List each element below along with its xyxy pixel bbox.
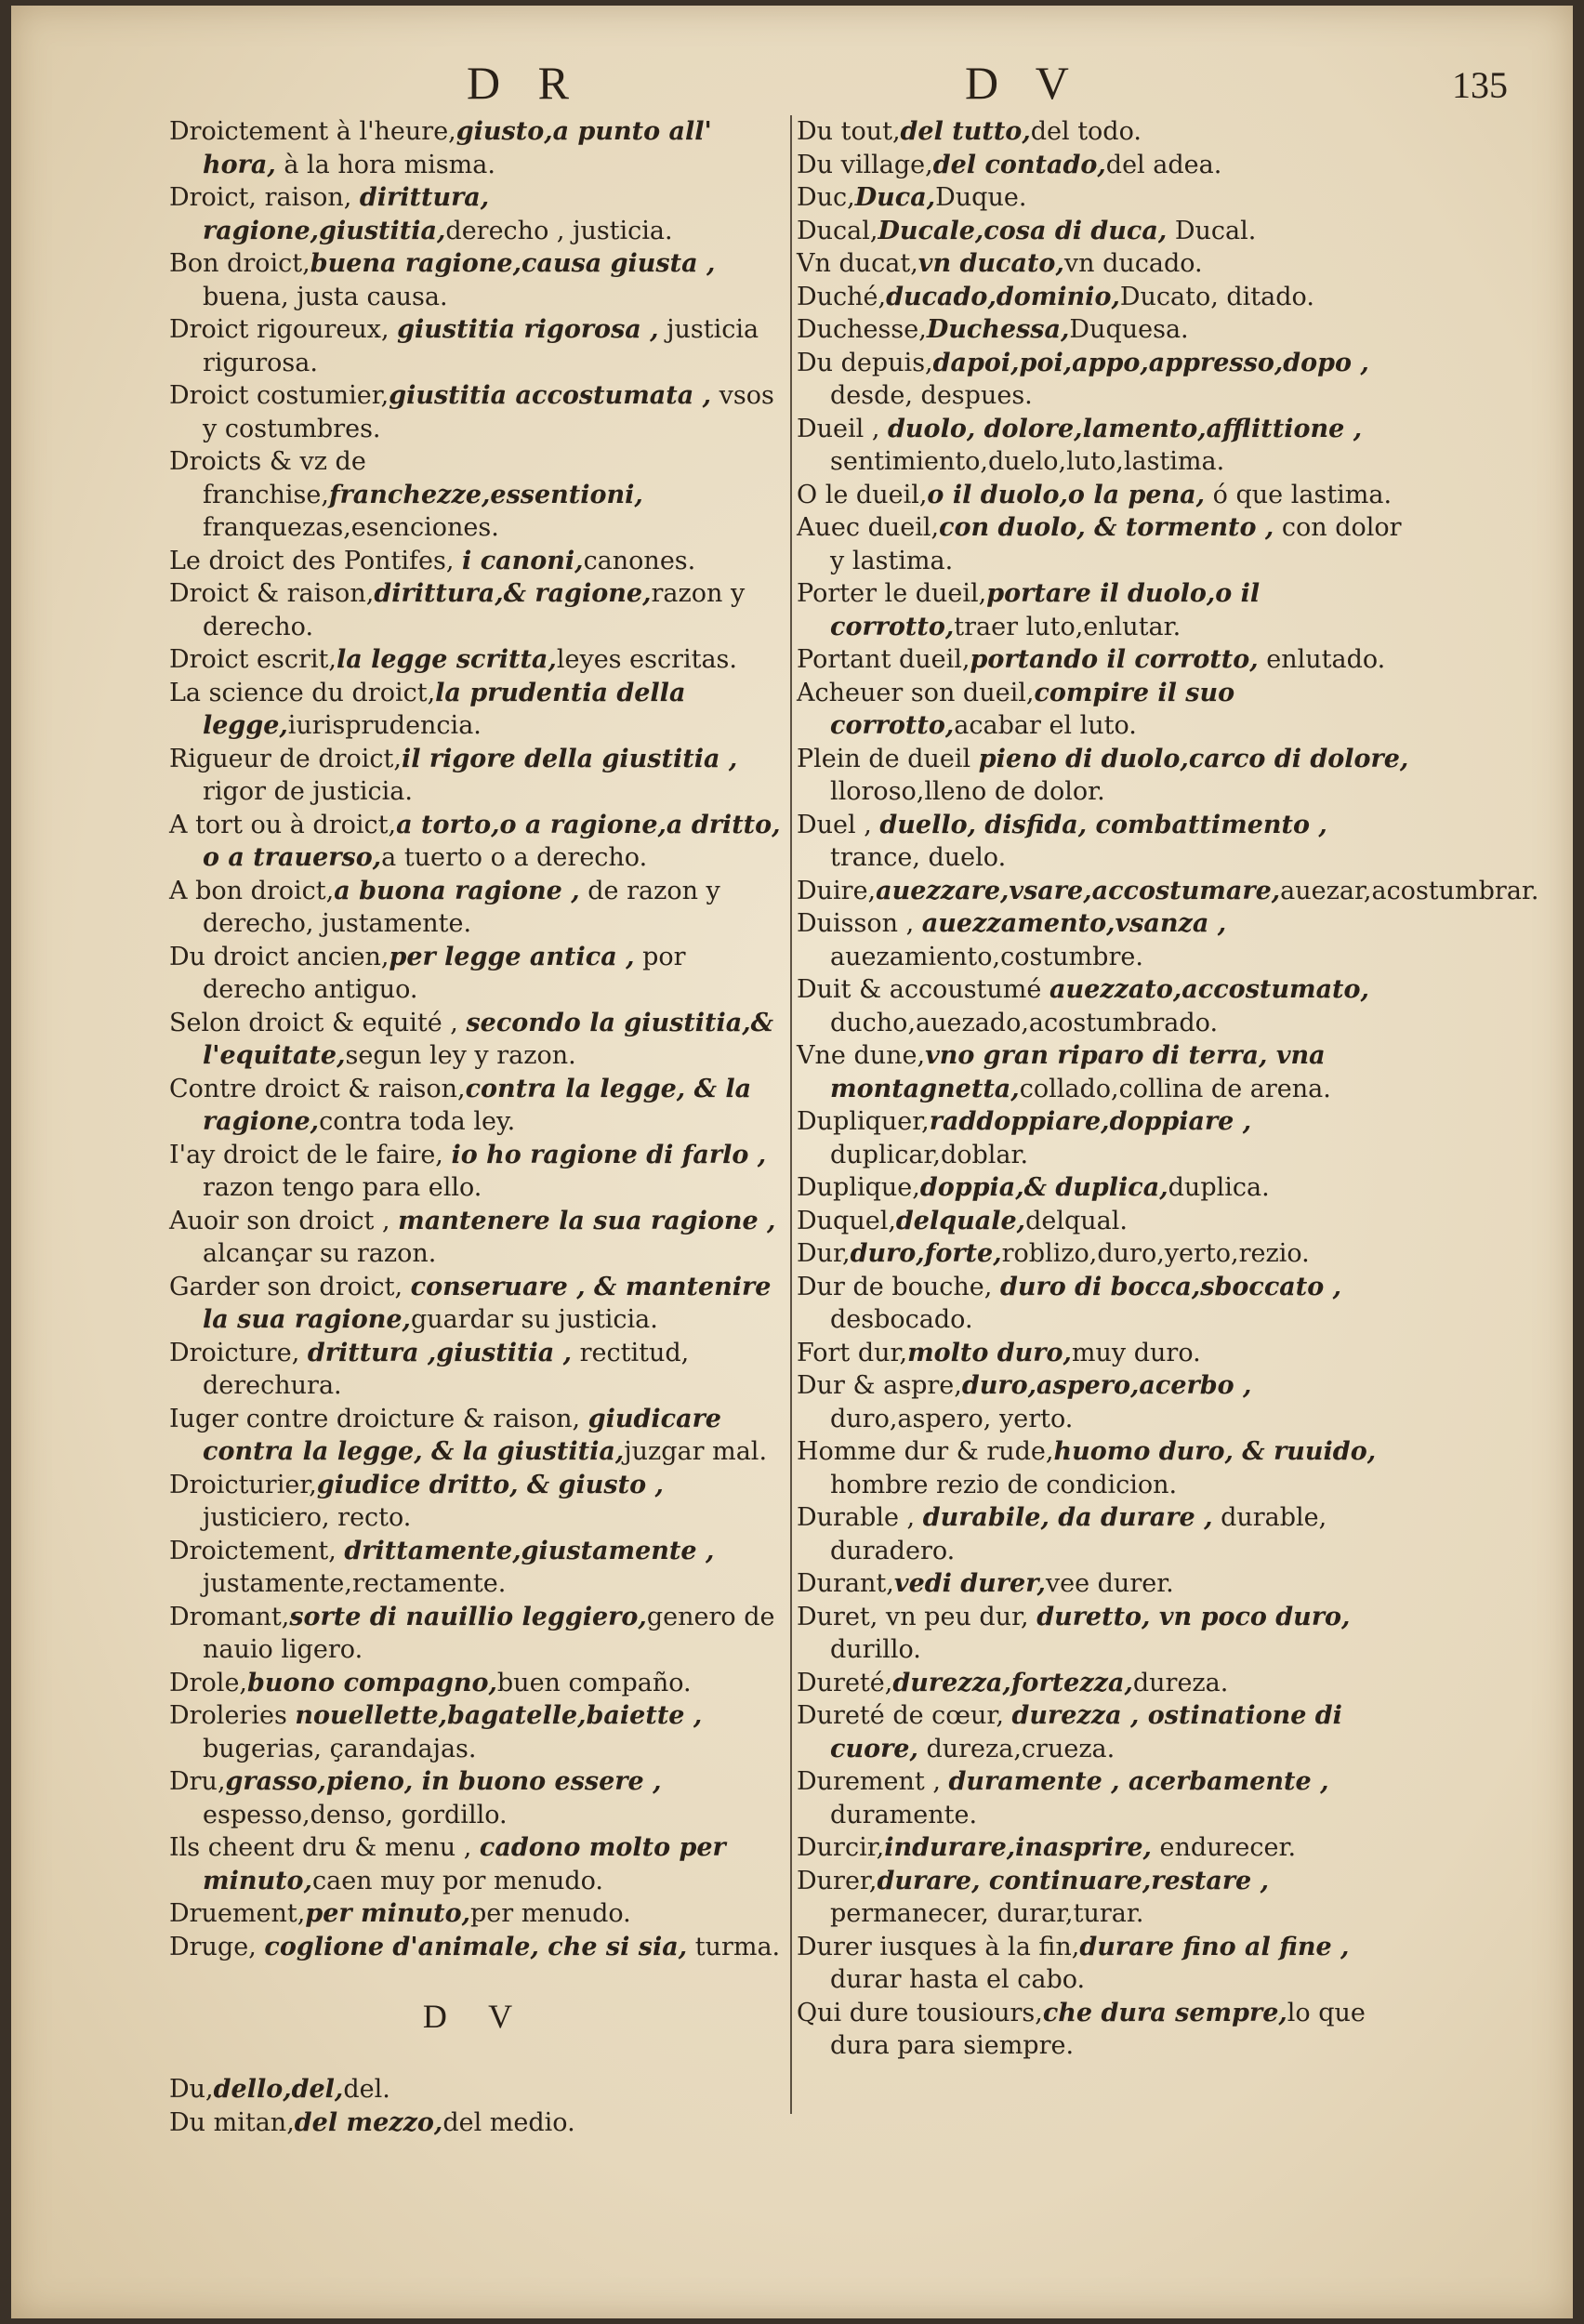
- entry-french: Dur de bouche,: [797, 1272, 1000, 1301]
- entry-spanish: por derecho antiguo.: [203, 942, 686, 1004]
- entry-italian: drittamente,giustamente ,: [344, 1536, 715, 1565]
- dictionary-entry: [797, 1237, 1419, 1271]
- entry-italian: a torto,o a ragione,a dritto, o a trauerso,: [203, 810, 781, 872]
- entry-spanish: contra toda ley.: [319, 1107, 516, 1136]
- entry-spanish: razon y derecho.: [203, 579, 746, 641]
- entry-spanish: durar hasta el cabo.: [830, 1965, 1086, 1994]
- entry-french: Duire,: [797, 876, 877, 905]
- dictionary-entry: [169, 1931, 783, 1964]
- dictionary-entry: [797, 1205, 1419, 1238]
- dictionary-entry: [797, 809, 1419, 875]
- entry-french: Le droict des Pontifes,: [169, 546, 463, 575]
- entry-spanish: iurisprudencia.: [287, 711, 482, 740]
- entry-italian: io ho ragione di farlo ,: [451, 1140, 767, 1169]
- entry-spanish: guardar su justicia.: [410, 1305, 658, 1334]
- entry-spanish: durable, duradero.: [830, 1503, 1327, 1565]
- dictionary-entry: [169, 1139, 783, 1205]
- entry-spanish: Duque.: [935, 183, 1027, 212]
- entry-spanish: juzgar mal.: [624, 1437, 768, 1466]
- entry-spanish: desde, despues.: [830, 381, 1033, 410]
- entry-italian: duello, disfida, combattimento ,: [879, 810, 1327, 839]
- dictionary-entry: [169, 2073, 783, 2106]
- entry-italian: giustitia rigorosa ,: [397, 315, 659, 344]
- entry-spanish: enlutado.: [1258, 645, 1386, 674]
- entry-spanish: rigor de justicia.: [203, 777, 413, 806]
- dictionary-entry: [169, 1073, 783, 1139]
- dictionary-entry: [169, 1337, 783, 1403]
- dictionary-entry: [797, 479, 1419, 512]
- entry-spanish: muy duro.: [1071, 1338, 1201, 1367]
- dictionary-entry: [797, 1765, 1419, 1831]
- right-column: [797, 115, 1539, 2063]
- dictionary-entry: [797, 1271, 1419, 1337]
- dictionary-entry: [797, 973, 1419, 1039]
- entry-spanish: duramente.: [830, 1800, 978, 1829]
- entry-italian: auezzare,vsare,accostumare,: [876, 876, 1281, 905]
- entry-italian: secondo la giustitia,& l'equitate,: [203, 1008, 774, 1070]
- entry-french: Durer iusques à la fin,: [797, 1932, 1080, 1961]
- entry-italian: durare fino al fine ,: [1079, 1932, 1350, 1961]
- dictionary-entry: [169, 2106, 783, 2140]
- dictionary-entry: [169, 1667, 783, 1700]
- entry-italian: raddoppiare,doppiare ,: [929, 1107, 1252, 1136]
- entry-french: Droictement,: [169, 1536, 345, 1565]
- dictionary-entry: [797, 1865, 1419, 1931]
- entry-french: Auoir son droict ,: [169, 1206, 399, 1235]
- entry-italian: nouellette,bagatelle,baiette ,: [295, 1701, 703, 1730]
- entry-spanish: derecho , justicia.: [445, 216, 673, 245]
- entry-spanish: Ducal.: [1167, 216, 1257, 245]
- entry-french: Duisson ,: [797, 909, 922, 938]
- entry-spanish: desbocado.: [830, 1305, 973, 1334]
- entry-spanish: leyes escritas.: [556, 645, 737, 674]
- entry-italian: durezza , ostinatione di cuore,: [830, 1701, 1342, 1763]
- entry-french: Dupliquer,: [797, 1107, 930, 1136]
- entry-french: O le dueil,: [797, 480, 928, 509]
- entry-french: Droict & raison,: [169, 579, 375, 608]
- entry-french: La science du droict,: [169, 678, 436, 707]
- entry-french: Droict, raison,: [169, 183, 360, 212]
- entry-spanish: auezar,acostumbrar.: [1280, 876, 1539, 905]
- entry-spanish: collado,collina de arena.: [1019, 1074, 1331, 1103]
- entry-italian: dapoi,poi,appo,appresso,dopo ,: [932, 348, 1369, 377]
- entry-french: Contre droict & raison,: [169, 1074, 466, 1103]
- entry-italian: durabile, da durare ,: [922, 1503, 1213, 1532]
- entry-italian: portando il corrotto,: [970, 645, 1259, 674]
- entry-spanish: duro,aspero, yerto.: [830, 1404, 1074, 1433]
- dictionary-entry: [169, 643, 783, 677]
- dictionary-entry: [797, 281, 1419, 314]
- entry-italian: coglione d'animale, che si sia,: [264, 1932, 688, 1961]
- entry-italian: buena ragione,causa giusta ,: [310, 249, 716, 278]
- dictionary-entry: [797, 1435, 1419, 1501]
- entry-italian: Duca,: [854, 183, 936, 212]
- dictionary-entry: [169, 1601, 783, 1667]
- entry-french: Dru,: [169, 1767, 226, 1796]
- entry-spanish: vee durer.: [1045, 1569, 1174, 1598]
- left-column: [169, 115, 783, 2139]
- entry-french: Vne dune,: [797, 1041, 926, 1070]
- entry-french: Droicts & vz de franchise,: [169, 447, 366, 509]
- entry-italian: auezzato,accostumato,: [1049, 975, 1369, 1004]
- entry-italian: la prudentia della legge,: [203, 678, 686, 740]
- entry-french: Droicturier,: [169, 1470, 317, 1499]
- dictionary-entry: [169, 445, 783, 545]
- dictionary-entry: [169, 1699, 783, 1765]
- entry-spanish: genero de nauio ligero.: [203, 1602, 775, 1664]
- dictionary-entry: [797, 1997, 1419, 2063]
- entry-french: Druement,: [169, 1899, 306, 1928]
- entry-italian: buono compagno,: [247, 1668, 497, 1697]
- entry-italian: la legge scritta,: [336, 645, 557, 674]
- entry-french: Durcir,: [797, 1833, 885, 1862]
- entry-french: Dureté,: [797, 1668, 893, 1697]
- entry-french: Dureté de cœur,: [797, 1701, 1012, 1730]
- entry-italian: il rigore della giustitia ,: [401, 744, 738, 773]
- entry-spanish: lloroso,lleno de dolor.: [830, 777, 1105, 806]
- header-left: D R: [467, 57, 582, 109]
- entry-french: Droict rigoureux,: [169, 315, 398, 344]
- entry-french: Druge,: [169, 1932, 265, 1961]
- entry-french: Vn ducat,: [797, 249, 918, 278]
- dictionary-entry: [797, 577, 1419, 643]
- entry-italian: cadono molto per minuto,: [203, 1833, 726, 1895]
- entry-french: Fort dur,: [797, 1338, 908, 1367]
- dictionary-entry: [797, 313, 1419, 347]
- entry-spanish: hombre rezio de condicion.: [830, 1470, 1178, 1499]
- entry-italian: duro,aspero,acerbo ,: [961, 1371, 1252, 1400]
- entry-italian: dirittura, ragione,giustitia,: [203, 183, 490, 245]
- entry-italian: del contado,: [932, 150, 1106, 179]
- entry-italian: dirittura,& ragione,: [374, 579, 652, 608]
- entry-french: Du,: [169, 2075, 214, 2104]
- entry-italian: giusto,a punto all' hora,: [203, 117, 712, 179]
- entry-spanish: justiciero, recto.: [203, 1503, 412, 1532]
- dictionary-entry: [169, 1007, 783, 1073]
- entry-italian: grasso,pieno, in buono essere ,: [225, 1767, 662, 1796]
- entry-italian: duro,forte,: [850, 1239, 1002, 1268]
- entry-italian: auezzamento,vsanza ,: [921, 909, 1227, 938]
- entry-italian: che dura sempre,: [1042, 1998, 1287, 2027]
- dictionary-entry: [797, 907, 1419, 973]
- entry-italian: drittura ,giustitia ,: [307, 1338, 573, 1367]
- entry-italian: ducado,dominio,: [886, 282, 1120, 311]
- column-divider: [790, 115, 792, 2114]
- entry-spanish: duplicar,doblar.: [830, 1140, 1029, 1169]
- entry-spanish: Ducato, ditado.: [1119, 282, 1314, 311]
- entry-italian: giustitia accostumata ,: [389, 381, 712, 410]
- entry-spanish: caen muy por menudo.: [311, 1866, 603, 1895]
- entry-italian: Duchessa,: [926, 315, 1070, 344]
- entry-spanish: acabar el luto.: [954, 711, 1137, 740]
- entry-italian: contra la legge, & la ragione,: [203, 1074, 752, 1136]
- section-heading: D V: [422, 1998, 530, 2035]
- entry-french: Duplique,: [797, 1173, 920, 1202]
- entry-french: Droleries: [169, 1701, 296, 1730]
- entry-spanish: permanecer, durar,turar.: [830, 1899, 1144, 1928]
- entry-italian: duretto, vn poco duro,: [1036, 1602, 1351, 1631]
- dictionary-entry: [169, 247, 783, 313]
- entry-french: Du mitan,: [169, 2107, 295, 2137]
- entry-spanish: del adea.: [1105, 150, 1222, 179]
- entry-spanish: ducho,auezado,acostumbrado.: [830, 1008, 1219, 1037]
- dictionary-entry: [169, 1535, 783, 1601]
- entry-italian: molto duro,: [907, 1338, 1072, 1367]
- dictionary-entry: [169, 313, 783, 379]
- dictionary-entry: [169, 941, 783, 1007]
- entry-spanish: de razon y derecho, justamente.: [203, 876, 720, 938]
- entry-spanish: traer luto,enlutar.: [954, 612, 1181, 641]
- entry-italian: del mezzo,: [294, 2107, 443, 2137]
- entry-italian: duro di bocca,sboccato ,: [999, 1272, 1342, 1301]
- entry-italian: franchezze,essentioni,: [328, 480, 643, 509]
- entry-french: A bon droict,: [169, 876, 335, 905]
- entry-french: Iuger contre droicture & raison,: [169, 1404, 588, 1433]
- dictionary-entry: [169, 577, 783, 643]
- entry-spanish: a tuerto o a derecho.: [381, 843, 648, 872]
- entry-french: Duquel,: [797, 1206, 896, 1235]
- entry-french: Du tout,: [797, 117, 901, 146]
- entry-italian: del tutto,: [900, 117, 1031, 146]
- entry-italian: giudicare contra la legge, & la giustitia,: [203, 1404, 721, 1466]
- entry-french: Durer,: [797, 1866, 878, 1895]
- entry-spanish: con dolor y lastima.: [830, 513, 1402, 575]
- entry-spanish: à la hora misma.: [275, 150, 495, 179]
- dictionary-entry: [797, 677, 1419, 743]
- entry-french: Drole,: [169, 1668, 248, 1697]
- dictionary-entry: [169, 1205, 783, 1271]
- dictionary-entry: [797, 743, 1419, 809]
- entry-italian: duramente , acerbamente ,: [948, 1767, 1329, 1796]
- entry-french: Durement ,: [797, 1767, 949, 1796]
- entry-spanish: vsos y costumbres.: [203, 381, 774, 443]
- entry-french: Droict costumier,: [169, 381, 389, 410]
- entry-spanish: Duquesa.: [1069, 315, 1189, 344]
- entry-italian: mantenere la sua ragione ,: [398, 1206, 776, 1235]
- entry-italian: giudice dritto, & giusto ,: [316, 1470, 664, 1499]
- entry-italian: vn ducato,: [917, 249, 1064, 278]
- entry-spanish: durillo.: [830, 1635, 921, 1664]
- entry-spanish: auezamiento,costumbre.: [830, 942, 1143, 971]
- entry-french: Auec dueil,: [797, 513, 940, 542]
- entry-french: Du village,: [797, 150, 933, 179]
- entry-french: Portant dueil,: [797, 645, 970, 674]
- entry-french: Durable ,: [797, 1503, 923, 1532]
- entry-french: Duc,: [797, 183, 855, 212]
- entry-italian: vno gran riparo di terra, vna montagnetta,: [830, 1041, 1326, 1103]
- entry-spanish: delqual.: [1025, 1206, 1128, 1235]
- entry-italian: pieno di duolo,carco di dolore,: [978, 744, 1409, 773]
- entry-spanish: razon tengo para ello.: [203, 1173, 482, 1202]
- entry-spanish: endurecer.: [1151, 1833, 1297, 1862]
- entry-french: Dur & aspre,: [797, 1371, 962, 1400]
- entry-french: Droictement à l'heure,: [169, 117, 456, 146]
- dictionary-entry: [169, 809, 783, 875]
- dictionary-entry: [797, 247, 1419, 281]
- entry-french: Duchesse,: [797, 315, 927, 344]
- entry-spanish: justamente,rectamente.: [203, 1569, 507, 1598]
- entry-spanish: espesso,denso, gordillo.: [203, 1800, 508, 1829]
- dictionary-entry: [169, 379, 783, 445]
- entry-french: Duit & accoustumé: [797, 975, 1049, 1004]
- entry-italian: delquale,: [895, 1206, 1026, 1235]
- entry-french: Qui dure tousiours,: [797, 1998, 1043, 2027]
- dictionary-entry: [169, 1831, 783, 1897]
- entry-italian: durezza,fortezza,: [892, 1668, 1133, 1697]
- entry-italian: per legge antica ,: [389, 942, 635, 971]
- entry-french: Du depuis,: [797, 348, 933, 377]
- dictionary-entry: [169, 1271, 783, 1337]
- entry-spanish: canones.: [583, 546, 696, 575]
- dictionary-entry: [169, 1403, 783, 1469]
- entry-spanish: lo que dura para siempre.: [830, 1998, 1366, 2060]
- entry-italian: compire il suo corrotto,: [830, 678, 1235, 740]
- entry-italian: a buona ragione ,: [334, 876, 580, 905]
- entry-italian: sorte di nauillio leggiero,: [289, 1602, 647, 1631]
- entry-french: Porter le dueil,: [797, 579, 987, 608]
- entry-french: Rigueur de droict,: [169, 744, 402, 773]
- entry-french: Bon droict,: [169, 249, 310, 278]
- dictionary-page: [11, 6, 1573, 2318]
- header-right: D V: [965, 57, 1082, 109]
- dictionary-entry: [797, 1831, 1419, 1865]
- entry-spanish: turma.: [687, 1932, 781, 1961]
- entry-spanish: justicia rigurosa.: [203, 315, 759, 377]
- entry-italian: huomo duro, & ruuido,: [1053, 1437, 1377, 1466]
- entry-italian: doppia,& duplica,: [919, 1173, 1168, 1202]
- dictionary-entry: [169, 743, 783, 809]
- entry-french: Durant,: [797, 1569, 894, 1598]
- dictionary-entry: [797, 115, 1419, 149]
- entry-french: Dromant,: [169, 1602, 290, 1631]
- dictionary-entry: [797, 1931, 1419, 1997]
- dictionary-entry: [797, 643, 1419, 677]
- dictionary-entry: [797, 1105, 1419, 1171]
- entry-spanish: buena, justa causa.: [203, 282, 448, 311]
- entry-spanish: roblizo,duro,yerto,rezio.: [1001, 1239, 1310, 1268]
- dictionary-entry: [169, 677, 783, 743]
- dictionary-entry: [797, 1567, 1419, 1601]
- entry-spanish: sentimiento,duelo,luto,lastima.: [830, 447, 1225, 476]
- entry-french: Du droict ancien,: [169, 942, 389, 971]
- entry-spanish: rectitud, derechura.: [203, 1338, 690, 1400]
- dictionary-entry: [797, 1501, 1419, 1567]
- page-number: 135: [1452, 64, 1508, 106]
- entry-french: Duel ,: [797, 810, 880, 839]
- entry-spanish: del medio.: [442, 2107, 575, 2137]
- dictionary-entry: [797, 149, 1419, 182]
- dictionary-entry: [797, 347, 1419, 413]
- entry-spanish: del todo.: [1030, 117, 1142, 146]
- entry-italian: i canoni,: [462, 546, 584, 575]
- entry-french: Ils cheent dru & menu ,: [169, 1833, 480, 1862]
- dictionary-entry: [797, 181, 1419, 215]
- entry-french: Acheuer son dueil,: [797, 678, 1035, 707]
- entry-french: Duret, vn peu dur,: [797, 1602, 1037, 1631]
- entry-french: Homme dur & rude,: [797, 1437, 1054, 1466]
- entry-italian: Ducale,cosa di duca,: [878, 216, 1168, 245]
- dictionary-entry: [169, 115, 783, 181]
- entry-spanish: duplica.: [1168, 1173, 1270, 1202]
- dictionary-entry: [797, 413, 1419, 479]
- dictionary-entry: [169, 1469, 783, 1535]
- dictionary-entry: [797, 1369, 1419, 1435]
- entry-french: A tort ou à droict,: [169, 810, 397, 839]
- entry-french: Plein de dueil: [797, 744, 979, 773]
- entry-italian: duolo, dolore,lamento,afflittione ,: [888, 414, 1363, 443]
- entry-italian: conseruare , & mantenire la sua ragione,: [203, 1272, 772, 1334]
- entry-spanish: franquezas,esenciones.: [203, 513, 499, 542]
- dictionary-entry: [169, 1765, 783, 1831]
- entry-french: Duché,: [797, 282, 887, 311]
- entry-spanish: segun ley y razon.: [345, 1041, 576, 1070]
- entry-italian: con duolo, & tormento ,: [939, 513, 1274, 542]
- entry-italian: o il duolo,o la pena,: [927, 480, 1206, 509]
- entry-spanish: alcançar su razon.: [203, 1239, 437, 1268]
- dictionary-entry: [797, 875, 1539, 908]
- entry-french: Garder son droict,: [169, 1272, 411, 1301]
- entry-french: Droicture,: [169, 1338, 308, 1367]
- entry-italian: dello,del,: [213, 2075, 344, 2104]
- entry-spanish: del.: [343, 2075, 390, 2104]
- dictionary-entry: [797, 1171, 1419, 1205]
- entry-spanish: trance, duelo.: [830, 843, 1007, 872]
- entry-italian: per minuto,: [305, 1899, 470, 1928]
- entry-french: Dueil ,: [797, 414, 889, 443]
- dictionary-entry: [169, 875, 783, 941]
- dictionary-entry: [797, 1699, 1419, 1765]
- entry-french: Selon droict & equité ,: [169, 1008, 467, 1037]
- entry-french: Dur,: [797, 1239, 851, 1268]
- dictionary-entry: [169, 545, 783, 578]
- dictionary-entry: [797, 1601, 1419, 1667]
- dictionary-entry: [169, 181, 783, 247]
- entry-spanish: dureza.: [1132, 1668, 1229, 1697]
- entry-spanish: per menudo.: [469, 1899, 631, 1928]
- entry-spanish: vn ducado.: [1063, 249, 1203, 278]
- entry-french: Droict escrit,: [169, 645, 337, 674]
- entry-italian: portare il duolo,o il corrotto,: [830, 579, 1261, 641]
- entry-spanish: buen compaño.: [496, 1668, 692, 1697]
- entry-italian: durare, continuare,restare ,: [877, 1866, 1270, 1895]
- entry-spanish: bugerias, çarandajas.: [203, 1734, 477, 1763]
- dictionary-entry: [797, 1337, 1419, 1370]
- dictionary-entry: [169, 1897, 783, 1931]
- entry-spanish: ó que lastima.: [1205, 480, 1393, 509]
- entry-italian: vedi durer,: [893, 1569, 1046, 1598]
- entry-italian: indurare,inasprire,: [884, 1833, 1152, 1862]
- dictionary-entry: [797, 1039, 1419, 1105]
- entry-french: I'ay droict de le faire,: [169, 1140, 452, 1169]
- entry-french: Ducal,: [797, 216, 878, 245]
- dictionary-entry: [797, 511, 1419, 577]
- dictionary-entry: [797, 215, 1419, 248]
- dictionary-entry: [797, 1667, 1419, 1700]
- entry-spanish: dureza,crueza.: [917, 1734, 1115, 1763]
